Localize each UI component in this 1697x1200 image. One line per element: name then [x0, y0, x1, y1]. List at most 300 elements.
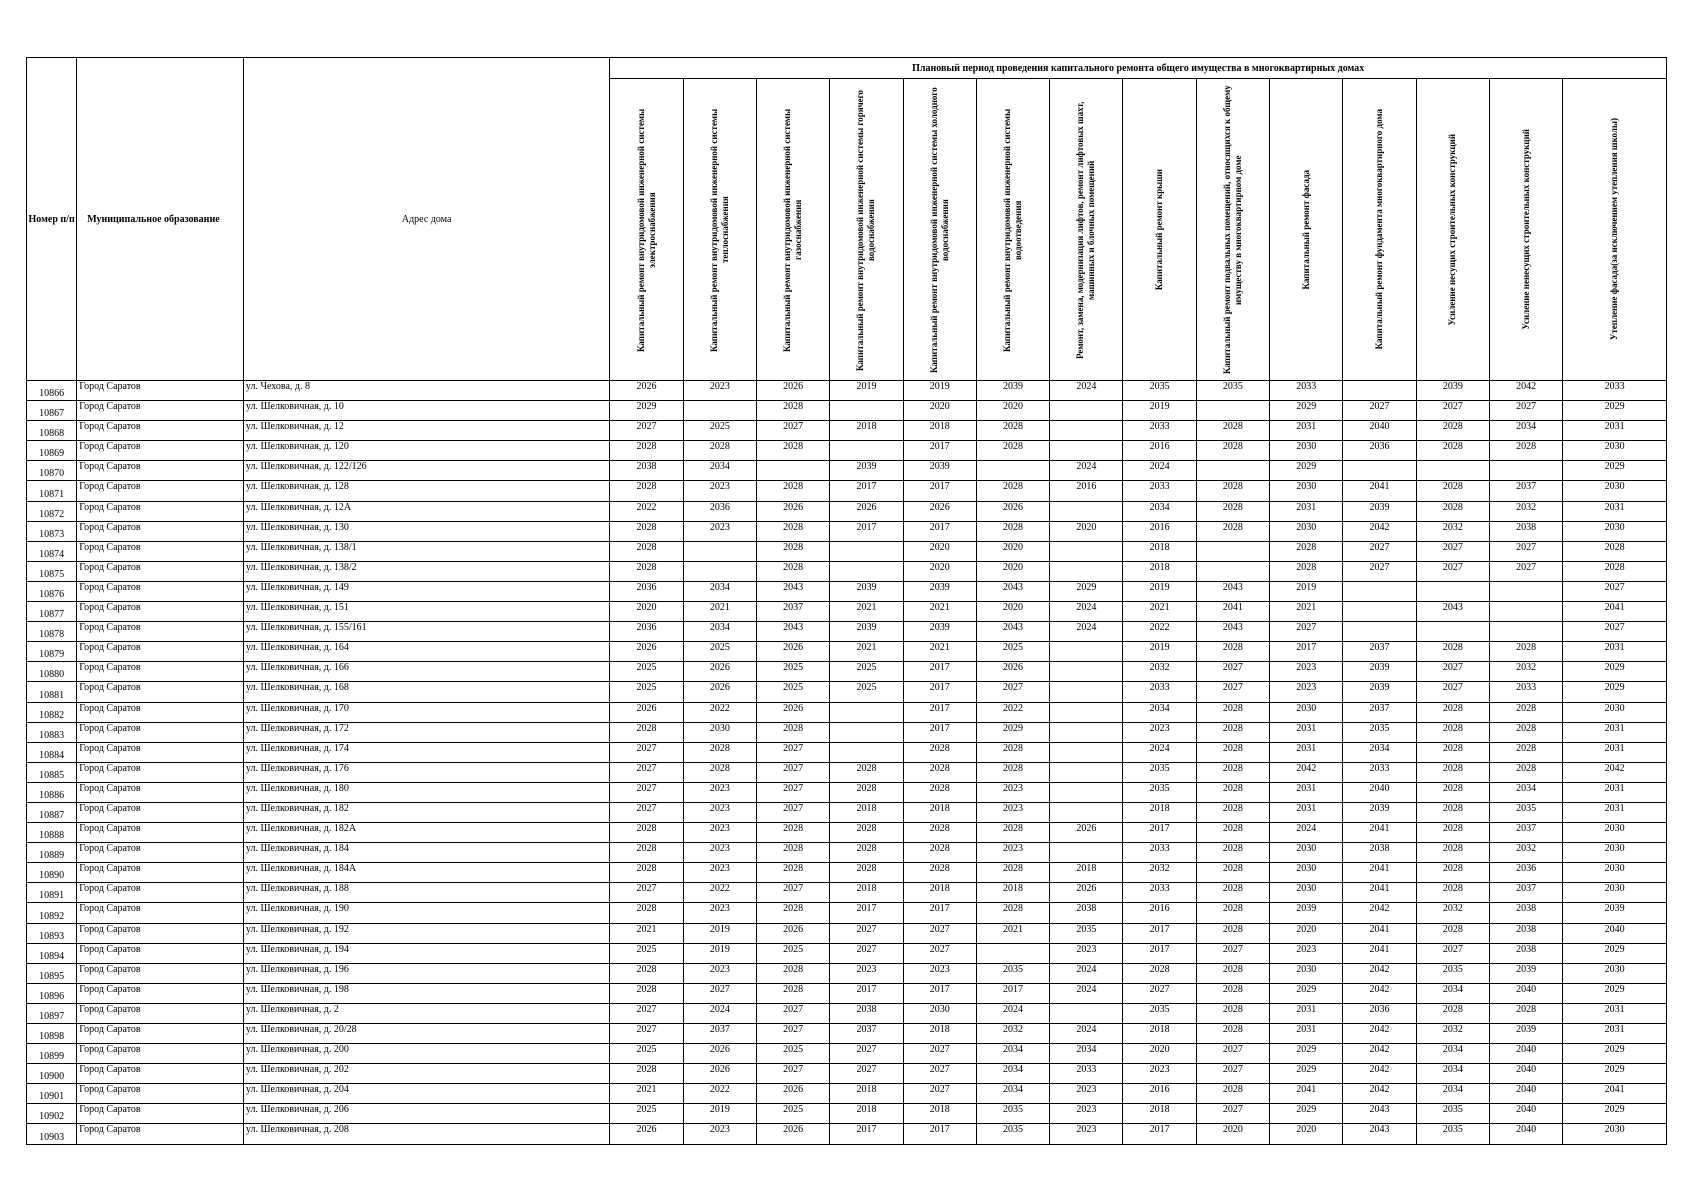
row-municipality: Город Саратов — [77, 742, 244, 762]
year-cell: 2028 — [1416, 642, 1489, 662]
year-cell — [1416, 581, 1489, 601]
year-cell: 2025 — [610, 662, 683, 682]
year-cell: 2035 — [1050, 923, 1123, 943]
year-cell: 2039 — [903, 622, 976, 642]
year-cell: 2028 — [757, 823, 830, 843]
year-cell: 2028 — [1416, 843, 1489, 863]
year-cell: 2035 — [1196, 381, 1269, 401]
year-cell: 2023 — [683, 863, 756, 883]
year-cell: 2026 — [976, 662, 1049, 682]
header-num: Номер п/п — [27, 58, 77, 381]
year-cell: 2028 — [1196, 782, 1269, 802]
year-cell: 2027 — [1416, 401, 1489, 421]
year-cell — [1050, 682, 1123, 702]
row-address: ул. Шелковичная, д. 166 — [243, 662, 610, 682]
year-cell: 2020 — [1270, 1124, 1343, 1144]
year-cell: 2017 — [1123, 923, 1196, 943]
year-cell: 2030 — [683, 722, 756, 742]
year-cell: 2028 — [683, 742, 756, 762]
year-cell: 2017 — [830, 521, 903, 541]
year-cell: 2039 — [830, 461, 903, 481]
year-cell: 2021 — [683, 602, 756, 622]
year-cell: 2037 — [683, 1024, 756, 1044]
year-cell: 2029 — [1050, 581, 1123, 601]
year-cell: 2038 — [610, 461, 683, 481]
year-cell: 2027 — [976, 682, 1049, 702]
table-row — [27, 843, 1667, 863]
row-number: 10873 — [27, 521, 77, 541]
year-cell: 2032 — [1416, 521, 1489, 541]
year-cell — [1343, 381, 1416, 401]
row-municipality: Город Саратов — [77, 823, 244, 843]
table-row — [27, 782, 1667, 802]
year-cell: 2023 — [683, 963, 756, 983]
year-cell: 2025 — [610, 1044, 683, 1064]
year-cell: 2028 — [1196, 702, 1269, 722]
year-cell: 2020 — [1123, 1044, 1196, 1064]
year-cell: 2027 — [1196, 943, 1269, 963]
year-cell: 2040 — [1343, 782, 1416, 802]
row-address: ул. Шелковичная, д. 204 — [243, 1084, 610, 1104]
year-cell: 2026 — [683, 682, 756, 702]
table-row — [27, 983, 1667, 1003]
year-cell: 2027 — [757, 1003, 830, 1023]
table-row — [27, 903, 1667, 923]
year-cell: 2023 — [1270, 943, 1343, 963]
year-cell: 2035 — [1123, 762, 1196, 782]
year-cell: 2020 — [1270, 923, 1343, 943]
row-municipality: Город Саратов — [77, 903, 244, 923]
year-cell: 2029 — [1563, 662, 1667, 682]
year-cell: 2027 — [830, 1064, 903, 1084]
year-cell: 2024 — [1050, 602, 1123, 622]
table-row — [27, 521, 1667, 541]
year-cell: 2026 — [610, 381, 683, 401]
header-column-label: Капитальный ремонт подвальных помещений, относящихся к общему имуществу в многоквартирном доме — [1221, 85, 1243, 374]
year-cell: 2036 — [683, 501, 756, 521]
year-cell: 2019 — [683, 943, 756, 963]
year-cell: 2028 — [903, 823, 976, 843]
year-cell: 2032 — [1489, 662, 1562, 682]
year-cell: 2024 — [1270, 823, 1343, 843]
year-cell: 2039 — [1343, 662, 1416, 682]
year-cell: 2027 — [1270, 622, 1343, 642]
year-cell: 2036 — [1343, 441, 1416, 461]
header-column — [830, 79, 903, 381]
year-cell: 2027 — [1196, 1044, 1269, 1064]
year-cell: 2043 — [976, 622, 1049, 642]
row-number: 10902 — [27, 1104, 77, 1124]
year-cell: 2034 — [976, 1044, 1049, 1064]
year-cell: 2031 — [1563, 501, 1667, 521]
year-cell — [1050, 702, 1123, 722]
year-cell: 2031 — [1563, 421, 1667, 441]
year-cell: 2039 — [1563, 903, 1667, 923]
row-municipality: Город Саратов — [77, 401, 244, 421]
year-cell: 2019 — [1123, 642, 1196, 662]
year-cell: 2028 — [830, 823, 903, 843]
year-cell: 2026 — [830, 501, 903, 521]
row-address: ул. Шелковичная, д. 198 — [243, 983, 610, 1003]
year-cell: 2026 — [610, 702, 683, 722]
year-cell: 2031 — [1563, 742, 1667, 762]
row-municipality: Город Саратов — [77, 983, 244, 1003]
year-cell: 2028 — [757, 541, 830, 561]
header-column-label: Капитальный ремонт фундамента многоквартирного дома — [1374, 109, 1385, 350]
year-cell: 2033 — [1343, 762, 1416, 782]
row-municipality: Город Саратов — [77, 541, 244, 561]
year-cell: 2028 — [830, 843, 903, 863]
row-address: ул. Шелковичная, д. 184 — [243, 843, 610, 863]
year-cell: 2023 — [976, 782, 1049, 802]
table-row — [27, 602, 1667, 622]
year-cell: 2027 — [903, 1084, 976, 1104]
row-address: ул. Шелковичная, д. 184А — [243, 863, 610, 883]
year-cell: 2024 — [1123, 742, 1196, 762]
year-cell: 2028 — [1270, 541, 1343, 561]
year-cell: 2028 — [1196, 923, 1269, 943]
year-cell — [976, 461, 1049, 481]
year-cell: 2024 — [976, 1003, 1049, 1023]
row-address: ул. Шелковичная, д. 130 — [243, 521, 610, 541]
year-cell: 2028 — [1416, 702, 1489, 722]
year-cell: 2028 — [683, 762, 756, 782]
year-cell: 2029 — [1563, 401, 1667, 421]
year-cell: 2026 — [757, 501, 830, 521]
year-cell: 2018 — [1123, 1024, 1196, 1044]
year-cell: 2028 — [610, 983, 683, 1003]
table-row — [27, 722, 1667, 742]
year-cell: 2031 — [1563, 1003, 1667, 1023]
year-cell: 2027 — [1416, 561, 1489, 581]
year-cell: 2028 — [610, 863, 683, 883]
year-cell: 2018 — [903, 1024, 976, 1044]
row-number: 10872 — [27, 501, 77, 521]
year-cell: 2042 — [1343, 1044, 1416, 1064]
year-cell: 2030 — [1563, 481, 1667, 501]
row-municipality: Город Саратов — [77, 722, 244, 742]
year-cell — [1050, 1003, 1123, 1023]
row-number: 10897 — [27, 1003, 77, 1023]
year-cell: 2029 — [1270, 461, 1343, 481]
year-cell — [757, 461, 830, 481]
year-cell: 2028 — [976, 823, 1049, 843]
year-cell: 2027 — [830, 943, 903, 963]
header-column — [1489, 79, 1562, 381]
year-cell: 2027 — [1563, 622, 1667, 642]
year-cell: 2033 — [1123, 481, 1196, 501]
year-cell: 2028 — [610, 521, 683, 541]
year-cell: 2027 — [1416, 662, 1489, 682]
year-cell: 2028 — [1416, 1003, 1489, 1023]
year-cell: 2023 — [1050, 943, 1123, 963]
year-cell: 2017 — [903, 722, 976, 742]
year-cell: 2033 — [1489, 682, 1562, 702]
row-address: ул. Шелковичная, д. 192 — [243, 923, 610, 943]
row-address: ул. Чехова, д. 8 — [243, 381, 610, 401]
year-cell: 2024 — [1050, 1024, 1123, 1044]
year-cell: 2031 — [1563, 1024, 1667, 1044]
year-cell — [1050, 802, 1123, 822]
year-cell: 2018 — [903, 883, 976, 903]
year-cell: 2027 — [1123, 983, 1196, 1003]
year-cell: 2018 — [903, 802, 976, 822]
year-cell: 2020 — [610, 602, 683, 622]
year-cell: 2035 — [976, 1124, 1049, 1144]
year-cell: 2028 — [1416, 441, 1489, 461]
year-cell: 2026 — [976, 501, 1049, 521]
year-cell: 2030 — [1563, 823, 1667, 843]
year-cell — [1196, 541, 1269, 561]
row-address: ул. Шелковичная, д. 12 — [243, 421, 610, 441]
year-cell: 2028 — [1196, 481, 1269, 501]
year-cell: 2017 — [903, 983, 976, 1003]
table-row — [27, 441, 1667, 461]
year-cell: 2028 — [610, 441, 683, 461]
year-cell — [1343, 622, 1416, 642]
year-cell — [1489, 602, 1562, 622]
year-cell: 2017 — [830, 983, 903, 1003]
row-address: ул. Шелковичная, д. 208 — [243, 1124, 610, 1144]
header-column — [1123, 79, 1196, 381]
year-cell: 2041 — [1343, 883, 1416, 903]
year-cell: 2043 — [757, 622, 830, 642]
row-number: 10884 — [27, 742, 77, 762]
year-cell: 2035 — [1123, 782, 1196, 802]
row-number: 10898 — [27, 1024, 77, 1044]
year-cell: 2029 — [1563, 461, 1667, 481]
year-cell — [1416, 461, 1489, 481]
year-cell: 2026 — [757, 642, 830, 662]
year-cell: 2027 — [757, 421, 830, 441]
year-cell: 2027 — [1196, 662, 1269, 682]
year-cell: 2035 — [1416, 1124, 1489, 1144]
year-cell: 2039 — [1489, 1024, 1562, 1044]
year-cell: 2019 — [1123, 401, 1196, 421]
year-cell: 2037 — [757, 602, 830, 622]
year-cell: 2021 — [976, 923, 1049, 943]
year-cell — [1050, 662, 1123, 682]
year-cell: 2027 — [1196, 1064, 1269, 1084]
year-cell — [1416, 622, 1489, 642]
year-cell: 2025 — [757, 682, 830, 702]
table-row — [27, 1104, 1667, 1124]
year-cell: 2027 — [757, 802, 830, 822]
row-municipality: Город Саратов — [77, 441, 244, 461]
year-cell: 2028 — [1563, 561, 1667, 581]
year-cell: 2024 — [1050, 983, 1123, 1003]
year-cell: 2030 — [1563, 963, 1667, 983]
year-cell: 2025 — [757, 662, 830, 682]
table-row — [27, 1064, 1667, 1084]
year-cell: 2023 — [1123, 1064, 1196, 1084]
year-cell: 2031 — [1563, 782, 1667, 802]
year-cell: 2020 — [976, 561, 1049, 581]
year-cell: 2028 — [610, 963, 683, 983]
year-cell: 2017 — [903, 903, 976, 923]
year-cell: 2028 — [1489, 1003, 1562, 1023]
year-cell: 2038 — [830, 1003, 903, 1023]
year-cell: 2028 — [903, 742, 976, 762]
row-municipality: Город Саратов — [77, 883, 244, 903]
table-row — [27, 541, 1667, 561]
year-cell: 2041 — [1563, 1084, 1667, 1104]
row-municipality: Город Саратов — [77, 1064, 244, 1084]
year-cell: 2040 — [1489, 1124, 1562, 1144]
year-cell: 2017 — [903, 662, 976, 682]
year-cell: 2026 — [757, 381, 830, 401]
table-row — [27, 802, 1667, 822]
year-cell: 2017 — [1123, 943, 1196, 963]
row-number: 10887 — [27, 802, 77, 822]
header-column — [1563, 79, 1667, 381]
year-cell: 2028 — [1563, 541, 1667, 561]
year-cell: 2042 — [1343, 521, 1416, 541]
year-cell: 2043 — [976, 581, 1049, 601]
row-number: 10869 — [27, 441, 77, 461]
year-cell — [1196, 561, 1269, 581]
year-cell: 2023 — [976, 843, 1049, 863]
year-cell: 2039 — [903, 581, 976, 601]
year-cell: 2027 — [610, 421, 683, 441]
year-cell: 2035 — [1123, 381, 1196, 401]
year-cell: 2020 — [903, 561, 976, 581]
year-cell: 2035 — [1416, 963, 1489, 983]
year-cell: 2033 — [1563, 381, 1667, 401]
year-cell: 2028 — [1416, 923, 1489, 943]
table-row — [27, 461, 1667, 481]
year-cell: 2017 — [903, 1124, 976, 1144]
year-cell: 2017 — [903, 521, 976, 541]
year-cell: 2039 — [830, 622, 903, 642]
header-column — [757, 79, 830, 381]
header-column — [1196, 79, 1269, 381]
year-cell — [1050, 782, 1123, 802]
year-cell — [1343, 461, 1416, 481]
year-cell: 2028 — [757, 441, 830, 461]
year-cell: 2019 — [1270, 581, 1343, 601]
table-row — [27, 561, 1667, 581]
year-cell: 2016 — [1123, 441, 1196, 461]
year-cell: 2034 — [683, 581, 756, 601]
year-cell: 2041 — [1343, 481, 1416, 501]
table-row — [27, 662, 1667, 682]
row-municipality: Город Саратов — [77, 1024, 244, 1044]
year-cell: 2028 — [1123, 963, 1196, 983]
row-municipality: Город Саратов — [77, 702, 244, 722]
year-cell: 2034 — [1489, 421, 1562, 441]
year-cell: 2028 — [1196, 963, 1269, 983]
year-cell: 2028 — [1416, 782, 1489, 802]
row-address: ул. Шелковичная, д. 202 — [243, 1064, 610, 1084]
year-cell: 2032 — [1416, 903, 1489, 923]
year-cell: 2018 — [1123, 561, 1196, 581]
year-cell: 2028 — [903, 782, 976, 802]
year-cell: 2028 — [757, 481, 830, 501]
year-cell: 2028 — [1196, 903, 1269, 923]
year-cell — [1196, 401, 1269, 421]
year-cell: 2027 — [683, 983, 756, 1003]
year-cell: 2030 — [1270, 843, 1343, 863]
year-cell: 2029 — [1270, 1044, 1343, 1064]
year-cell: 2028 — [610, 541, 683, 561]
year-cell: 2024 — [683, 1003, 756, 1023]
year-cell: 2031 — [1270, 501, 1343, 521]
year-cell: 2030 — [1563, 441, 1667, 461]
row-number: 10867 — [27, 401, 77, 421]
year-cell: 2029 — [976, 722, 1049, 742]
year-cell: 2034 — [1123, 501, 1196, 521]
row-municipality: Город Саратов — [77, 843, 244, 863]
year-cell — [1050, 441, 1123, 461]
year-cell: 2028 — [610, 843, 683, 863]
year-cell: 2018 — [1050, 863, 1123, 883]
year-cell: 2028 — [757, 401, 830, 421]
year-cell: 2028 — [1196, 421, 1269, 441]
year-cell: 2019 — [903, 381, 976, 401]
year-cell: 2025 — [976, 642, 1049, 662]
year-cell: 2029 — [1270, 983, 1343, 1003]
header-column — [976, 79, 1049, 381]
year-cell: 2028 — [1196, 521, 1269, 541]
year-cell: 2016 — [1123, 521, 1196, 541]
header-column-label: Капитальный ремонт внутридомовой инженерной системы электроснабжения — [635, 107, 657, 352]
row-address: ул. Шелковичная, д. 196 — [243, 963, 610, 983]
year-cell: 2023 — [683, 802, 756, 822]
year-cell: 2027 — [757, 782, 830, 802]
year-cell: 2041 — [1343, 863, 1416, 883]
year-cell: 2034 — [683, 622, 756, 642]
year-cell — [1050, 762, 1123, 782]
year-cell: 2032 — [1123, 662, 1196, 682]
year-cell: 2023 — [683, 1124, 756, 1144]
capital-repair-table — [26, 57, 1667, 1145]
header-column — [683, 79, 756, 381]
year-cell: 2039 — [1343, 802, 1416, 822]
year-cell: 2032 — [1489, 501, 1562, 521]
year-cell: 2028 — [1196, 501, 1269, 521]
year-cell: 2020 — [976, 602, 1049, 622]
year-cell: 2028 — [976, 521, 1049, 541]
year-cell: 2027 — [1343, 401, 1416, 421]
year-cell: 2028 — [1416, 722, 1489, 742]
year-cell: 2028 — [1416, 501, 1489, 521]
year-cell: 2028 — [830, 863, 903, 883]
year-cell: 2024 — [1123, 461, 1196, 481]
year-cell: 2022 — [683, 883, 756, 903]
year-cell: 2028 — [757, 843, 830, 863]
year-cell: 2017 — [903, 441, 976, 461]
year-cell: 2028 — [757, 963, 830, 983]
table-row — [27, 1084, 1667, 1104]
row-number: 10895 — [27, 963, 77, 983]
row-address: ул. Шелковичная, д. 194 — [243, 943, 610, 963]
year-cell: 2036 — [1489, 863, 1562, 883]
row-address: ул. Шелковичная, д. 174 — [243, 742, 610, 762]
row-number: 10889 — [27, 843, 77, 863]
row-municipality: Город Саратов — [77, 963, 244, 983]
year-cell: 2041 — [1196, 602, 1269, 622]
year-cell: 2042 — [1343, 1024, 1416, 1044]
year-cell: 2025 — [610, 1104, 683, 1124]
year-cell — [1050, 722, 1123, 742]
year-cell: 2042 — [1489, 381, 1562, 401]
year-cell: 2023 — [683, 843, 756, 863]
year-cell: 2034 — [976, 1084, 1049, 1104]
year-cell: 2027 — [1343, 541, 1416, 561]
year-cell: 2025 — [830, 662, 903, 682]
year-cell: 2028 — [1196, 642, 1269, 662]
